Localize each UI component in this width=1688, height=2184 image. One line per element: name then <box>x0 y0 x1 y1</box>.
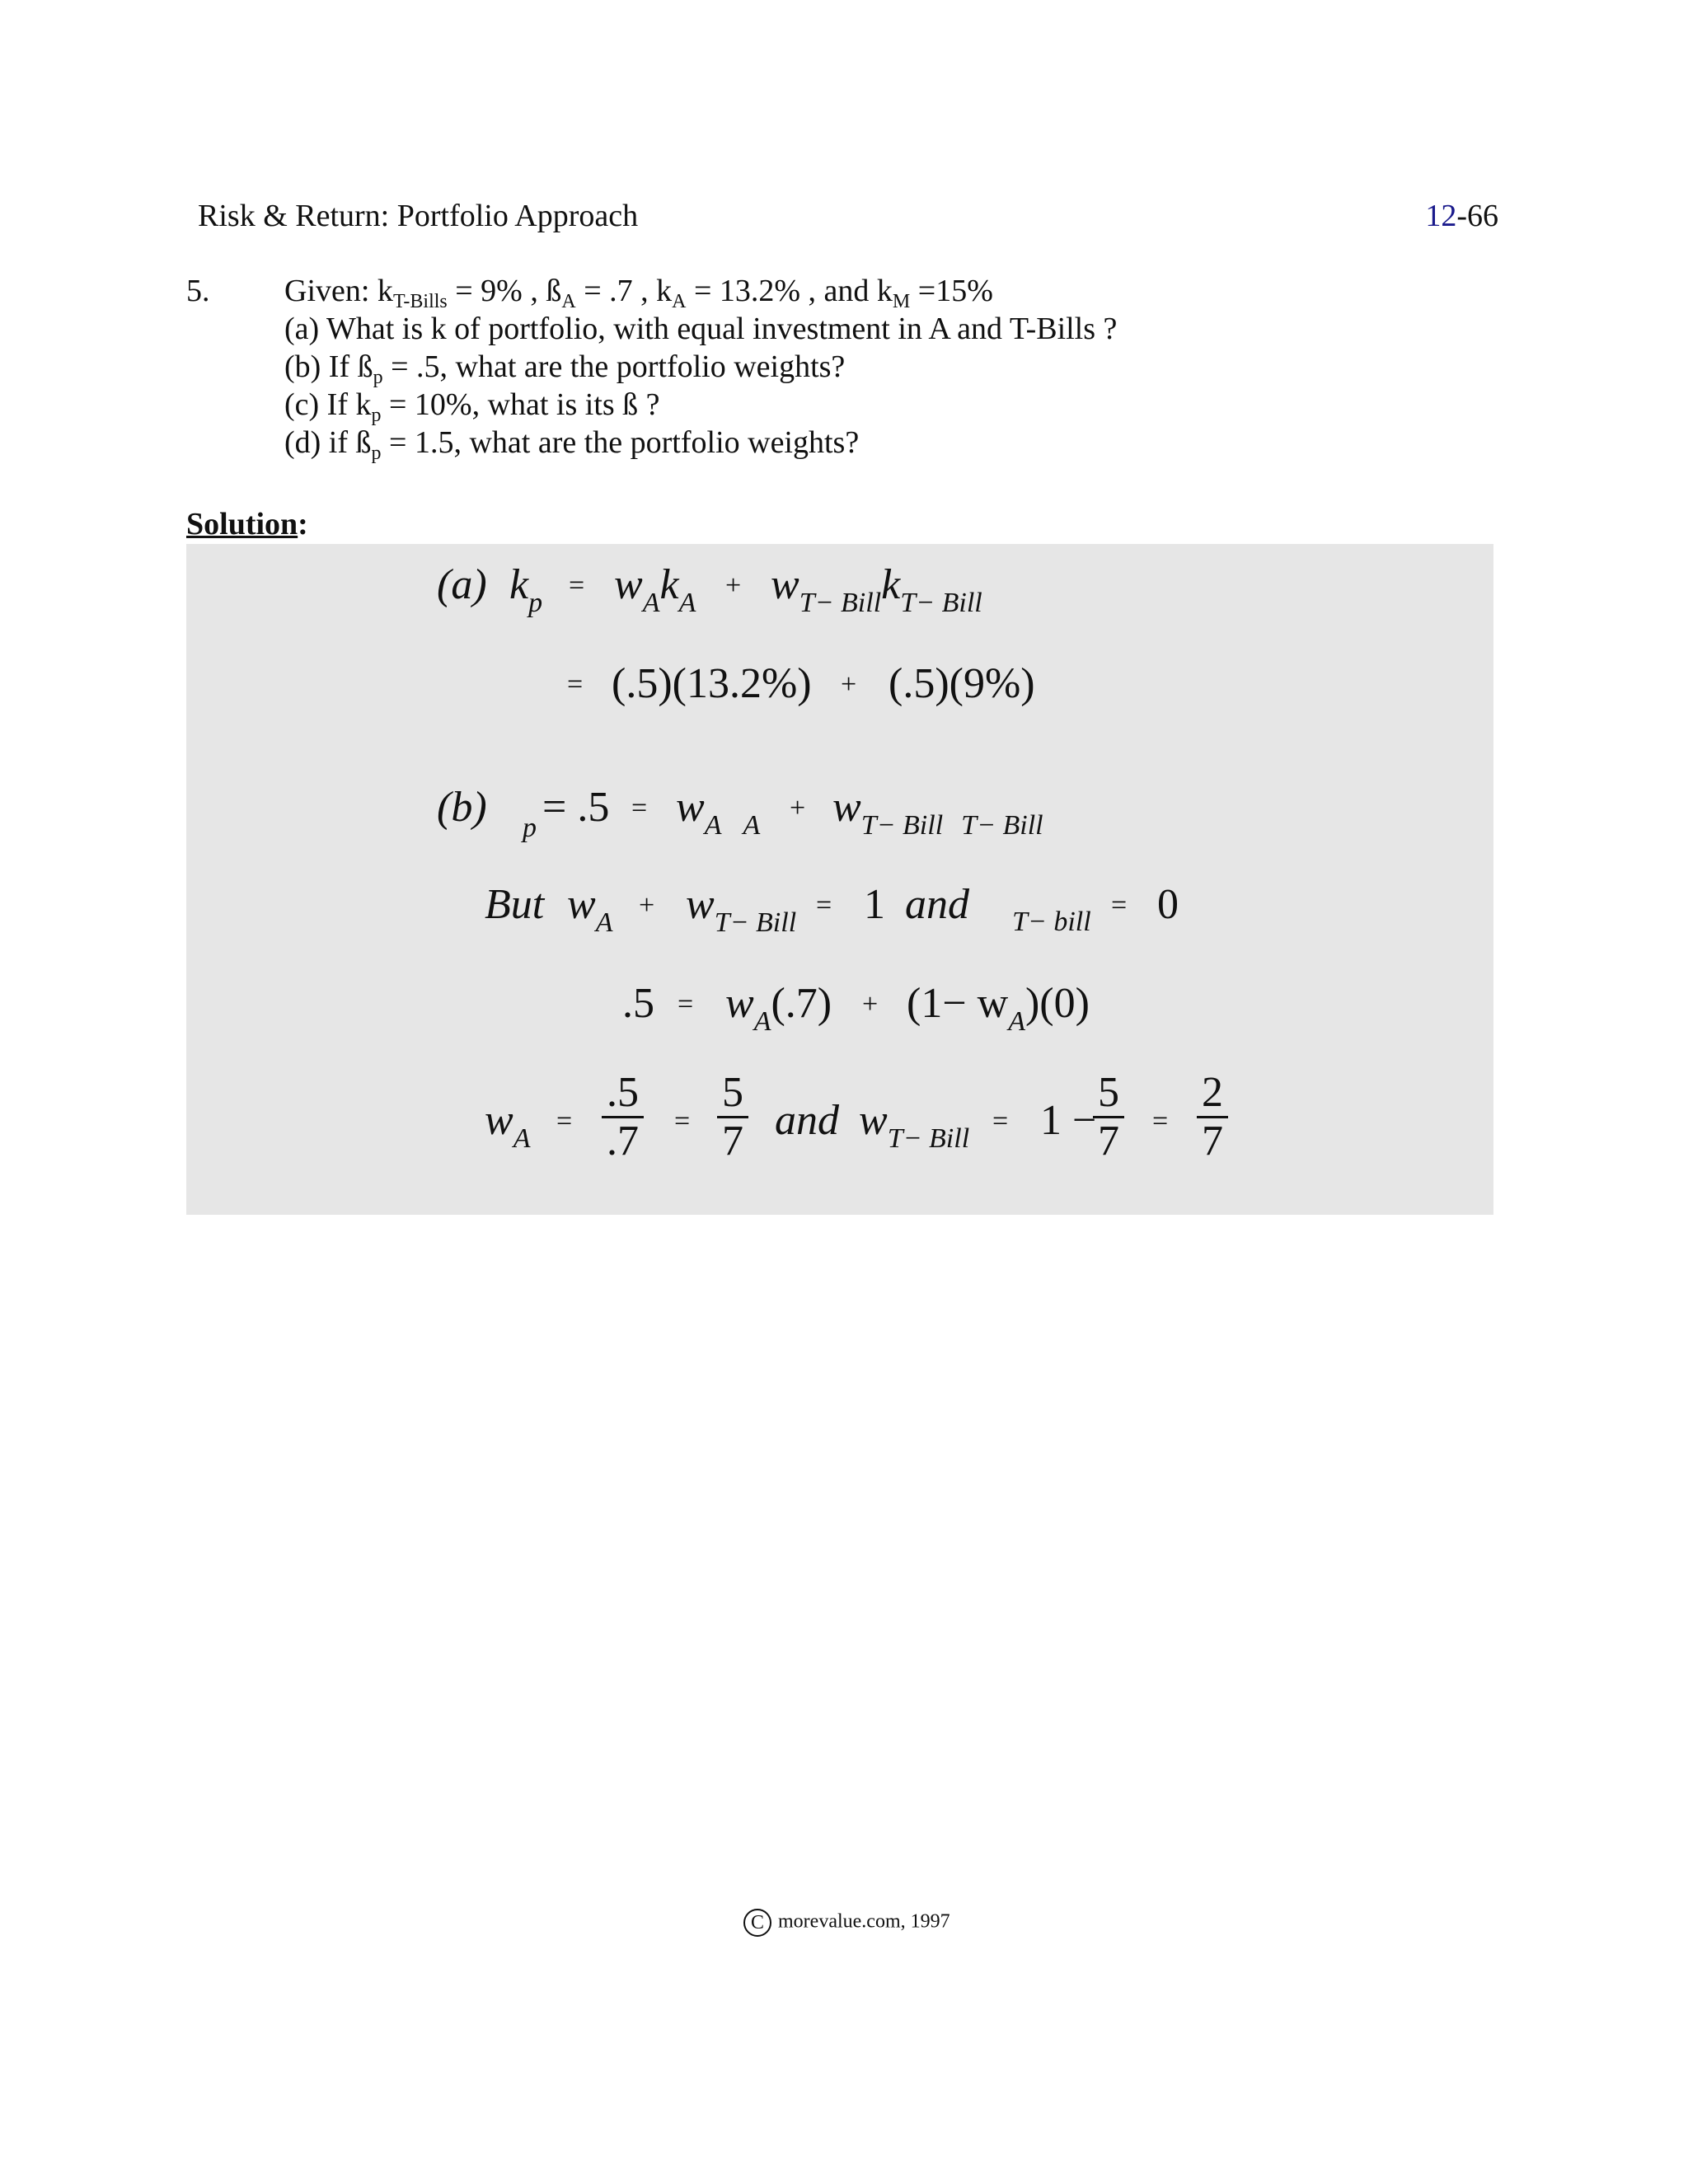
solution-box <box>186 544 1493 1215</box>
question-given: Given: $k_{T-Bills} = 9\%$ , $ß_A = .7$ , $k_A = 13.2\%$ , and $k_M =15\%$ <box>284 274 993 312</box>
sol-b-wT2: $w_{T- Bill}$ <box>686 881 797 938</box>
page-chapter: 12 <box>1425 199 1457 233</box>
sol-b-and2: and <box>775 1097 839 1144</box>
sol-b-one-minus: 1 − <box>1040 1097 1097 1144</box>
sol-b-half: .5 <box>622 980 654 1027</box>
sol-b-eq6: = <box>674 1106 691 1137</box>
question-number: 5. <box>186 274 210 308</box>
sol-b-zero: 0 <box>1157 881 1179 928</box>
sol-b-eq4: = <box>678 989 694 1019</box>
sol-b-wT3: $w_{T- Bill}$ <box>859 1097 970 1154</box>
sol-a-plus2: + <box>841 669 857 700</box>
sol-b-one: 1 <box>864 881 885 928</box>
sol-b-plus3: + <box>862 989 879 1019</box>
sol-b-eq7: = <box>992 1106 1009 1137</box>
sol-b-plus1: + <box>790 793 806 823</box>
sol-a-term2: (.5)(9%) <box>889 660 1035 707</box>
sol-b-eq3: = <box>1111 890 1128 921</box>
footer <box>743 1909 950 1937</box>
sol-b-wA2: $w_A$ <box>567 881 613 938</box>
sol-b-wA: $w_A$ $_A$ <box>676 784 761 841</box>
sol-b-eq5: = <box>556 1106 573 1137</box>
page-number <box>1425 198 1498 234</box>
sol-a-eq1: = <box>569 570 585 601</box>
sol-a-label: (a) <box>437 561 487 608</box>
question-part-b: (b) If $ß_p = .5$, what are the portfolio weights? <box>284 349 846 388</box>
sol-b-wA3: $w_A$ <box>485 1097 531 1154</box>
question-part-d: (d) if $ß_p = 1.5$, what are the portfolio weights? <box>284 425 860 464</box>
page-number-rest: -66 <box>1456 199 1498 233</box>
sol-b-one-minus-term: $(1- w_A)(0)$ <box>907 980 1090 1037</box>
page-header-title: Risk & Return: Portfolio Approach <box>198 199 639 233</box>
copyright-icon: C <box>743 1909 771 1937</box>
sol-b-label: (b) <box>437 784 487 831</box>
sol-b-but: But <box>485 881 545 928</box>
fraction-2-over-7: $\frac{2}{7}$ <box>1197 1070 1228 1165</box>
question-part-c: (c) If $k_p = 10\%$, what is its ß ? <box>284 387 660 426</box>
sol-b-wA-term: $w_A(.7)$ <box>725 980 832 1037</box>
solution-heading: Solution: <box>186 507 308 541</box>
sol-b-p-eq: = .5 <box>542 784 610 831</box>
fraction-point5-over-point7: $\frac{.5}{.7}$ <box>602 1070 644 1165</box>
fraction-5-over-7-b: $\frac{5}{7}$ <box>1093 1070 1124 1165</box>
sol-a-term1: (.5)(13.2%) <box>612 660 812 707</box>
footer-text: morevalue.com, 1997 <box>778 1910 950 1933</box>
sol-b-eq1: = <box>631 793 648 823</box>
question-part-a: (a) What is k of portfolio, with equal investment in A and T-Bills ? <box>284 312 1118 346</box>
sol-b-eq8: = <box>1152 1106 1169 1137</box>
sol-b-eq2: = <box>816 890 832 921</box>
fraction-5-over-7: $\frac{5}{7}$ <box>717 1070 748 1165</box>
sol-a-plus1: + <box>725 570 742 601</box>
sol-b-wT: $w_{T- Bill}$ $_{T- Bill}$ <box>832 784 1043 841</box>
sol-b-p: p <box>523 813 537 843</box>
sol-a-wT-kT: $w_{T- Bill}k_{T- Bill}$ <box>771 561 982 618</box>
sol-a-kp: $k_p$ <box>509 561 543 618</box>
sol-a-eq2: = <box>567 669 584 700</box>
sol-b-and: and <box>905 881 969 928</box>
sol-a-wA-kA: $w_Ak_A$ <box>614 561 696 618</box>
sol-b-tbill-sub: T− bill <box>1012 907 1091 937</box>
sol-b-plus2: + <box>639 890 655 921</box>
